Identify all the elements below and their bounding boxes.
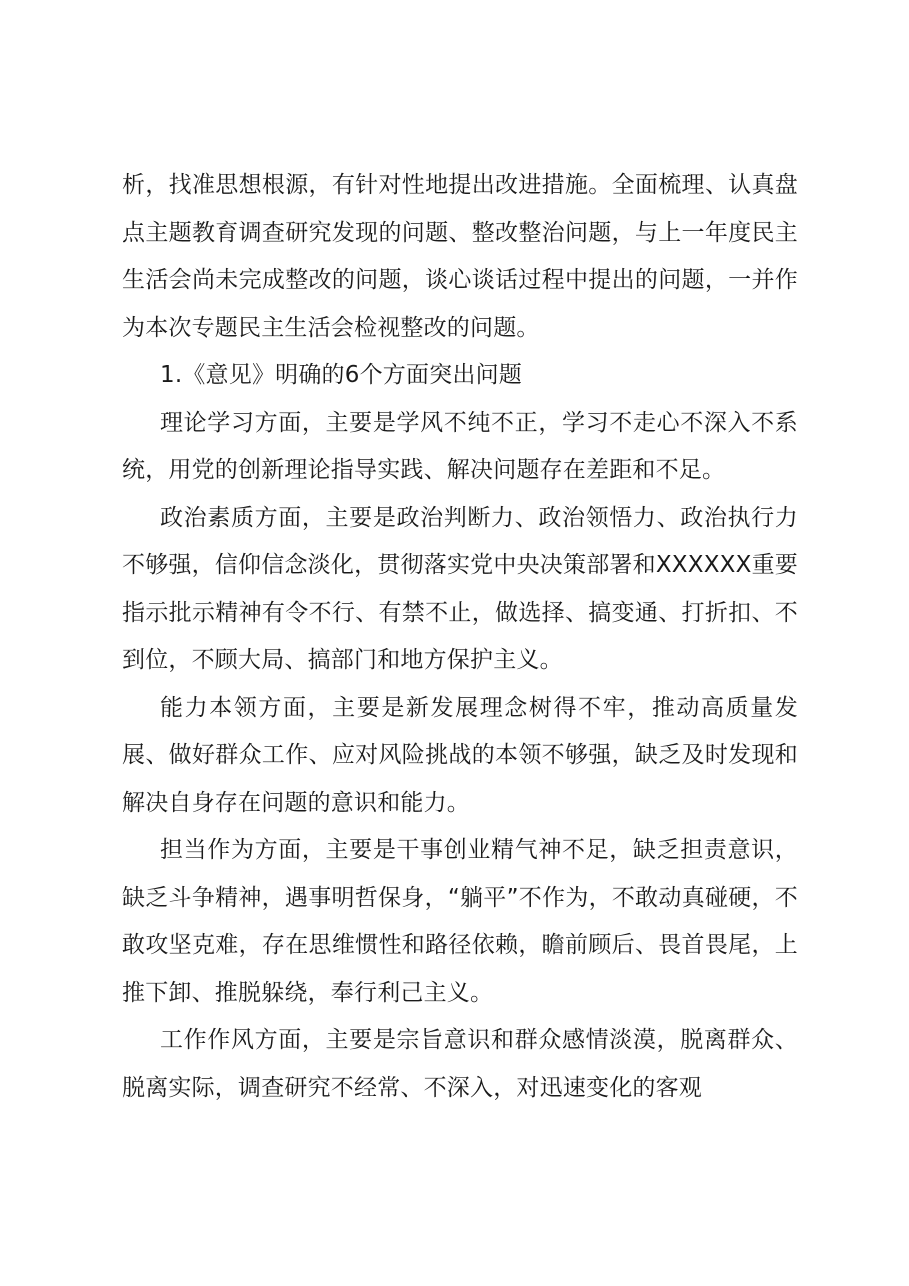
paragraph-political-quality: 政治素质方面，主要是政治判断力、政治领悟力、政治执行力不够强，信仰信念淡化，贯彻落实党中央决策部署和XXXXXX重要指示批示精神有令不行、有禁不止，做选择、搞变通、打折扣、不到位，不顾大局、搞部门和地方保护主义。 <box>122 504 798 673</box>
paragraph-ability: 能力本领方面，主要是新发展理念树得不牢，推动高质量发展、做好群众工作、应对风险挑战的本领不够强，缺乏及时发现和解决自身存在问题的意识和能力。 <box>122 694 798 816</box>
section-heading: 1.《意见》明确的6个方面突出问题 <box>160 362 522 388</box>
paragraph-work-style: 工作作风方面，主要是宗旨意识和群众感情淡漠，脱离群众、脱离实际，调查研究不经常、不深入，对迅速变化的客观 <box>122 1027 798 1101</box>
document-body <box>122 162 798 1112</box>
paragraph-theory-study: 理论学习方面，主要是学风不纯不正，学习不走心不深入不系统，用党的创新理论指导实践、解决问题存在差距和不足。 <box>122 409 798 483</box>
paragraph-continuation: 析，找准思想根源，有针对性地提出改进措施。全面梳理、认真盘点主题教育调查研究发现的问题、整改整治问题，与上一年度民主生活会尚未完成整改的问题，谈心谈话过程中提出的问题，一并作为本次专题民主生活会检视整改的问题。 <box>122 172 798 341</box>
paragraph-responsibility: 担当作为方面，主要是干事创业精气神不足，缺乏担责意识，缺乏斗争精神，遇事明哲保身，“躺平”不作为，不敢动真碰硬，不敢攻坚克难，存在思维惯性和路径依赖，瞻前顾后、畏首畏尾，上推下卸、推脱躲绕，奉行利己主义。 <box>122 837 798 1006</box>
